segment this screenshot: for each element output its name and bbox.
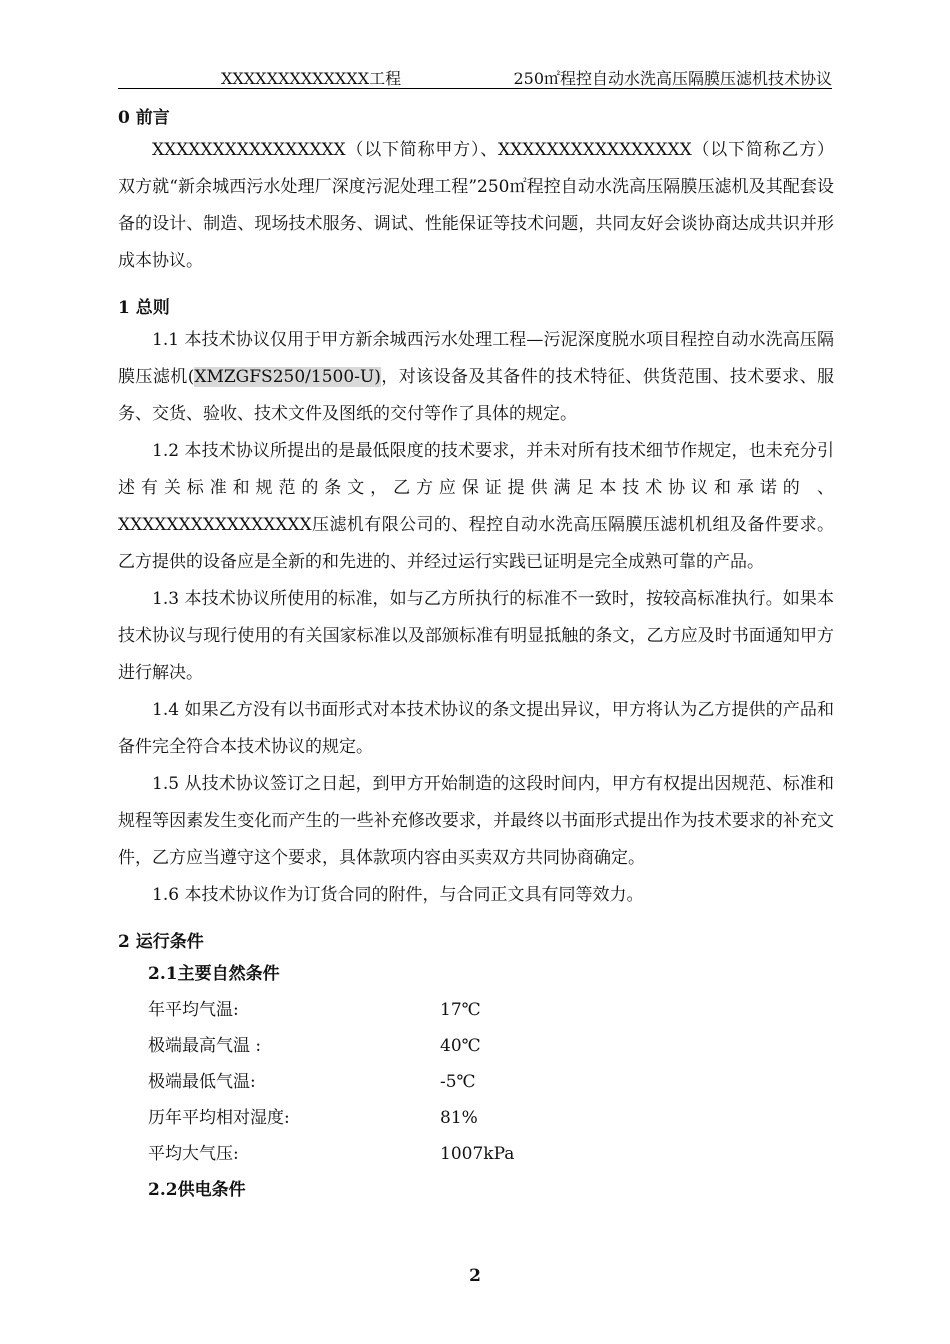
clause-1-3: 1.3 本技术协议所使用的标准，如与乙方所执行的标准不一致时，按较高标准执行。如果本技术协议与现行使用的有关国家标准以及部颁标准有明显抵触的条文，乙方应及时书面通知甲方进行解决。 bbox=[118, 589, 834, 683]
condition-row bbox=[118, 1100, 834, 1136]
general-heading: 1 总则 bbox=[118, 298, 170, 318]
header-project-name: XXXXXXXXXXXXX工程 bbox=[221, 69, 402, 88]
condition-value: 40℃ bbox=[440, 1036, 481, 1056]
condition-value: 1007kPa bbox=[440, 1144, 515, 1164]
preface-paragraph: XXXXXXXXXXXXXXXX（以下简称甲方）、XXXXXXXXXXXXXXXX（以下简称乙方）双方就“新余城西污水处理厂深度污泥处理工程”250㎡程控自动水洗高压隔膜压滤机及其配套设备的设计、制造、现场技术服务、调试、性能保证等技术问题，共同友好会谈协商达成共识并形成本协议。 bbox=[118, 140, 834, 271]
power-supply-heading: 2.2供电条件 bbox=[148, 1180, 246, 1200]
condition-value: -5℃ bbox=[440, 1072, 476, 1092]
natural-conditions-heading: 2.1主要自然条件 bbox=[148, 964, 280, 984]
condition-label: 极端最低气温: bbox=[148, 1072, 256, 1092]
clause-1-6: 1.6 本技术协议作为订货合同的附件，与合同正文具有同等效力。 bbox=[152, 885, 644, 905]
clause-1-4: 1.4 如果乙方没有以书面形式对本技术协议的条文提出异议，甲方将认为乙方提供的产品和备件完全符合本技术协议的规定。 bbox=[118, 700, 834, 757]
clause-1-1-text-start: 1.1 本技术协议仅用于甲方新余城西污水处理工程—污泥深度脱水项目程控自动水洗高压隔膜压滤机( bbox=[118, 330, 834, 387]
condition-value: 17℃ bbox=[440, 1000, 481, 1020]
clause-1-1-text-end: ，对该设备及其备件的技术特征、供货范围、技术要求、服务、交货、验收、技术文件及图纸的交付等作了具体的规定。 bbox=[118, 367, 835, 424]
condition-row bbox=[118, 1136, 834, 1172]
header-divider bbox=[118, 88, 832, 89]
condition-value: 81% bbox=[440, 1108, 478, 1128]
clause-1-2: 1.2 本技术协议所提出的是最低限度的技术要求，并未对所有技术细节作规定，也未充分引述有关标准和规范的条文，乙方应保证提供满足本技术协议和承诺的 、XXXXXXXXXXXXXXXX压滤机有限公司的、程控自动水洗高压隔膜压滤机机组及备件要求。乙方提供的设备应是全新的和先进的、并经过运行实践已证明是完全成熟可靠的产品。 bbox=[118, 441, 834, 572]
page-number: 2 bbox=[469, 1266, 481, 1286]
preface-heading: 0 前言 bbox=[118, 108, 170, 128]
condition-label: 极端最高气温 : bbox=[148, 1036, 262, 1056]
document-body bbox=[118, 104, 834, 1208]
clause-1-1 bbox=[118, 322, 834, 433]
condition-label: 历年平均相对湿度: bbox=[148, 1108, 290, 1128]
operating-conditions-heading: 2 运行条件 bbox=[118, 932, 204, 952]
condition-label: 平均大气压: bbox=[148, 1144, 239, 1164]
condition-row bbox=[118, 1028, 834, 1064]
model-number-highlight: XMZGFS250/1500-U) bbox=[194, 367, 381, 387]
condition-row bbox=[118, 992, 834, 1028]
condition-row bbox=[118, 1064, 834, 1100]
header-document-title: 250㎡程控自动水洗高压隔膜压滤机技术协议 bbox=[513, 69, 832, 88]
clause-1-5: 1.5 从技术协议签订之日起，到甲方开始制造的这段时间内，甲方有权提出因规范、标准和规程等因素发生变化而产生的一些补充修改要求，并最终以书面形式提出作为技术要求的补充文件，乙方应当遵守这个要求，具体款项内容由买卖双方共同协商确定。 bbox=[118, 774, 834, 868]
page-header bbox=[118, 66, 832, 88]
condition-label: 年平均气温: bbox=[148, 1000, 239, 1020]
